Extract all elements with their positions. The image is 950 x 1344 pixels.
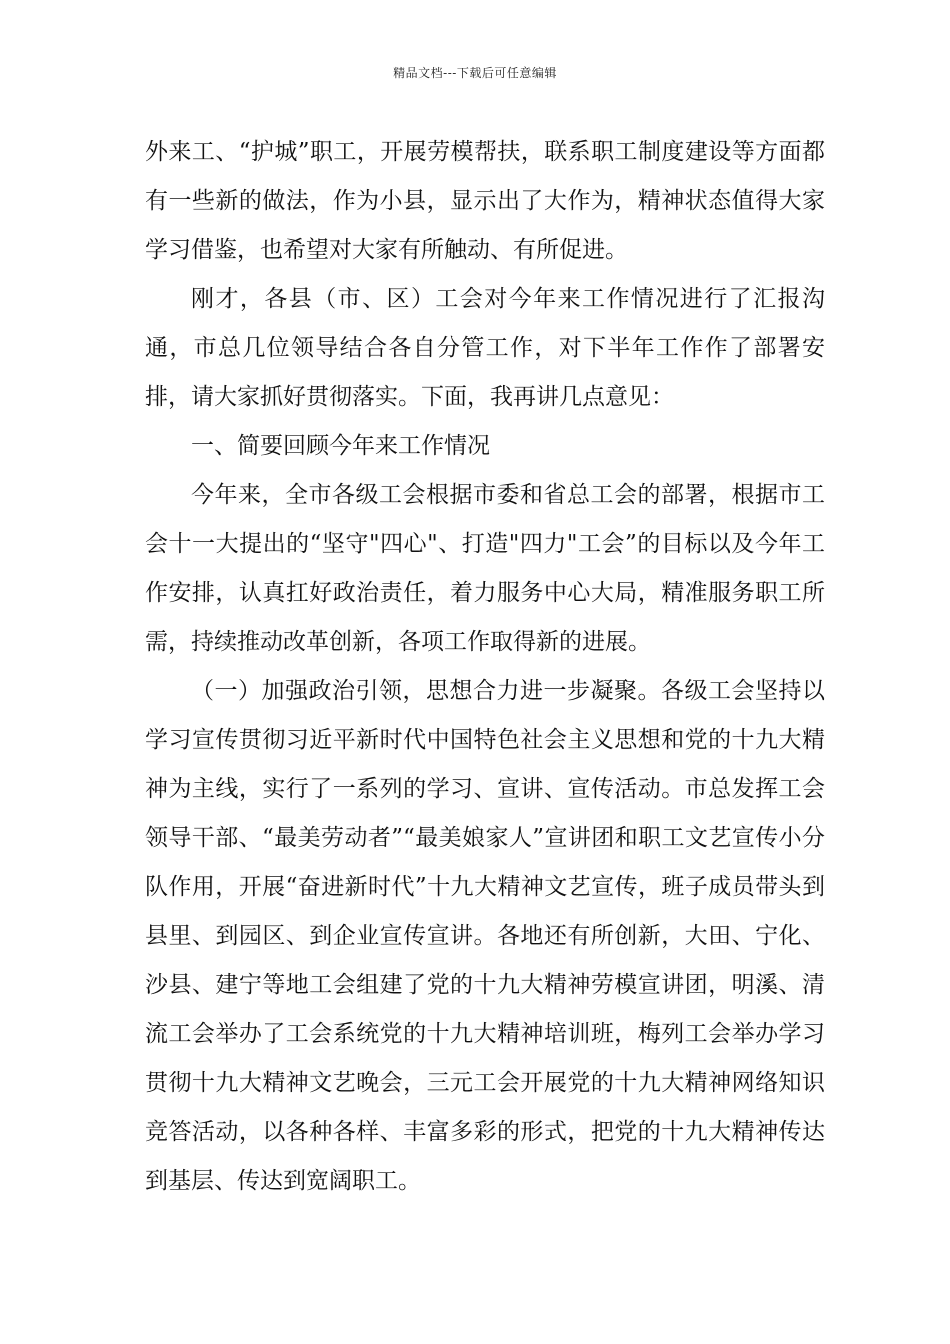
paragraph-1: 外来工、“护城”职工，开展劳模帮扶，联系职工制度建设等方面都有一些新的做法，作为小县，显示出了大作为，精神状态值得大家学习借鉴，也希望对大家有所触动、有所促进。 (145, 139, 825, 263)
page-header: 精品文档---下载后可任意编辑 (393, 66, 557, 80)
paragraph-2: 刚才，各县（市、区）工会对今年来工作情况进行了汇报沟通，市总几位领导结合各自分管工作，对下半年工作作了部署安排，请大家抓好贯彻落实。下面，我再讲几点意见： (145, 286, 825, 410)
section-heading-1: 一、简要回顾今年来工作情况 (191, 433, 490, 459)
paragraph-3: 今年来，全市各级工会根据市委和省总工会的部署，根据市工会十一大提出的“坚守"四心"、打造"四力"工会”的目标以及今年工作安排，认真扛好政治责任，着力服务中心大局，精准服务职工所需，持续推动改革创新，各项工作取得新的进展。 (145, 482, 825, 655)
document-body (145, 128, 825, 1206)
paragraph-4: （一）加强政治引领，思想合力进一步凝聚。各级工会坚持以学习宣传贯彻习近平新时代中国特色社会主义思想和党的十九大精神为主线，实行了一系列的学习、宣讲、宣传活动。市总发挥工会领导干部、“最美劳动者”“最美娘家人”宣讲团和职工文艺宣传小分队作用，开展“奋进新时代”十九大精神文艺宣传，班子成员带头到县里、到园区、到企业宣传宣讲。各地还有所创新，大田、宁化、沙县、建宁等地工会组建了党的十九大精神劳模宣讲团，明溪、清流工会举办了工会系统党的十九大精神培训班，梅列工会举办学习贯彻十九大精神文艺晚会，三元工会开展党的十九大精神网络知识竞答活动，以各种各样、丰富多彩的形式，把党的十九大精神传达到基层、传达到宽阔职工。 (145, 678, 825, 1194)
